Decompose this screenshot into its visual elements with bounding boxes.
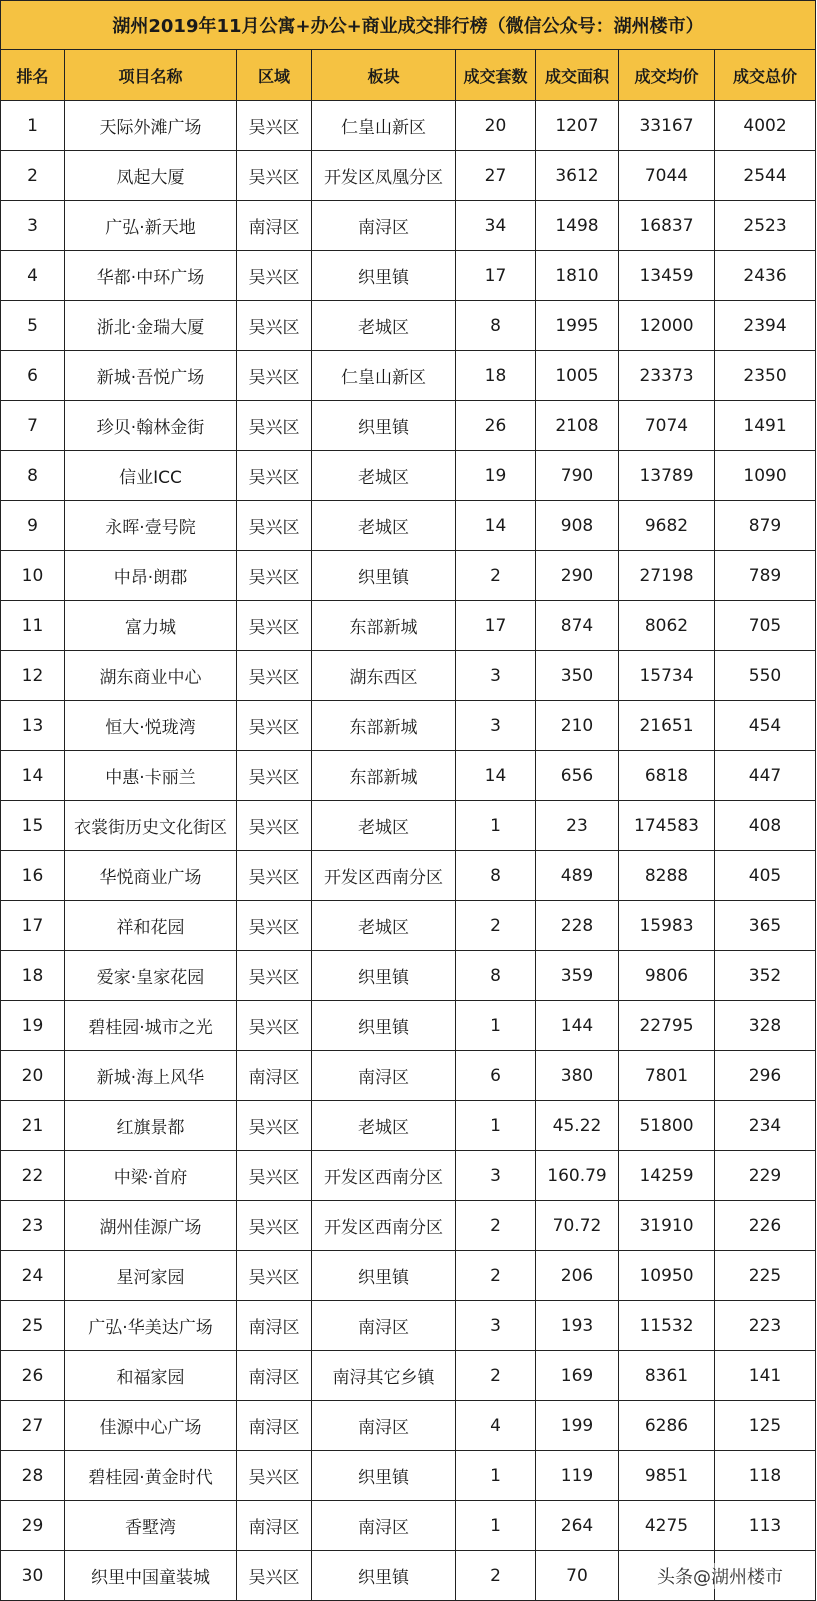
avg-price-cell: 13459 bbox=[619, 251, 715, 301]
total-price-cell: 234 bbox=[715, 1101, 816, 1151]
avg-price-cell: 7044 bbox=[619, 151, 715, 201]
table-row bbox=[1, 1401, 816, 1451]
units-cell: 8 bbox=[456, 851, 536, 901]
avg-price-cell: 11532 bbox=[619, 1301, 715, 1351]
table-row bbox=[1, 101, 816, 151]
district-cell: 吴兴区 bbox=[237, 251, 312, 301]
table-row bbox=[1, 1501, 816, 1551]
rank-cell: 30 bbox=[1, 1551, 65, 1601]
project-name-cell: 织里中国童装城 bbox=[65, 1551, 237, 1601]
area-cell: 790 bbox=[536, 451, 619, 501]
units-cell: 2 bbox=[456, 901, 536, 951]
district-cell: 吴兴区 bbox=[237, 1451, 312, 1501]
rank-cell: 26 bbox=[1, 1351, 65, 1401]
district-cell: 吴兴区 bbox=[237, 301, 312, 351]
table-row bbox=[1, 1351, 816, 1401]
district-cell: 吴兴区 bbox=[237, 1151, 312, 1201]
area-cell: 908 bbox=[536, 501, 619, 551]
project-name-cell: 天际外滩广场 bbox=[65, 101, 237, 151]
project-name-cell: 信业ICC bbox=[65, 451, 237, 501]
district-cell: 吴兴区 bbox=[237, 851, 312, 901]
area-cell: 1810 bbox=[536, 251, 619, 301]
project-name-cell: 恒大·悦珑湾 bbox=[65, 701, 237, 751]
block-cell: 老城区 bbox=[312, 1101, 456, 1151]
table-row bbox=[1, 1001, 816, 1051]
area-cell: 144 bbox=[536, 1001, 619, 1051]
table-row bbox=[1, 301, 816, 351]
table-row bbox=[1, 201, 816, 251]
total-price-cell: 296 bbox=[715, 1051, 816, 1101]
avg-price-cell: 14259 bbox=[619, 1151, 715, 1201]
project-name-cell: 永晖·壹号院 bbox=[65, 501, 237, 551]
rank-cell: 15 bbox=[1, 801, 65, 851]
header-row bbox=[1, 50, 816, 101]
avg-price-cell: 8288 bbox=[619, 851, 715, 901]
rank-cell: 29 bbox=[1, 1501, 65, 1551]
block-cell: 东部新城 bbox=[312, 751, 456, 801]
district-cell: 吴兴区 bbox=[237, 951, 312, 1001]
rank-cell: 3 bbox=[1, 201, 65, 251]
total-price-cell: 405 bbox=[715, 851, 816, 901]
units-cell: 19 bbox=[456, 451, 536, 501]
area-cell: 1207 bbox=[536, 101, 619, 151]
block-cell: 老城区 bbox=[312, 801, 456, 851]
district-cell: 吴兴区 bbox=[237, 1001, 312, 1051]
area-cell: 874 bbox=[536, 601, 619, 651]
total-price-cell: 879 bbox=[715, 501, 816, 551]
district-cell: 吴兴区 bbox=[237, 101, 312, 151]
district-cell: 南浔区 bbox=[237, 201, 312, 251]
total-price-cell: 113 bbox=[715, 1501, 816, 1551]
total-price-cell: 141 bbox=[715, 1351, 816, 1401]
rank-cell: 24 bbox=[1, 1251, 65, 1301]
avg-price-cell: 7074 bbox=[619, 401, 715, 451]
project-name-cell: 华都·中环广场 bbox=[65, 251, 237, 301]
project-name-cell: 碧桂园·城市之光 bbox=[65, 1001, 237, 1051]
block-cell: 南浔其它乡镇 bbox=[312, 1351, 456, 1401]
total-price-cell: 1491 bbox=[715, 401, 816, 451]
block-cell: 老城区 bbox=[312, 901, 456, 951]
area-cell: 264 bbox=[536, 1501, 619, 1551]
rank-cell: 28 bbox=[1, 1451, 65, 1501]
units-cell: 1 bbox=[456, 1501, 536, 1551]
total-price-cell: 365 bbox=[715, 901, 816, 951]
area-cell: 70 bbox=[536, 1551, 619, 1601]
avg-price-cell: 8361 bbox=[619, 1351, 715, 1401]
district-cell: 南浔区 bbox=[237, 1401, 312, 1451]
project-name-cell: 红旗景都 bbox=[65, 1101, 237, 1151]
district-cell: 吴兴区 bbox=[237, 1251, 312, 1301]
project-name-cell: 衣裳街历史文化街区 bbox=[65, 801, 237, 851]
units-cell: 3 bbox=[456, 651, 536, 701]
rank-cell: 9 bbox=[1, 501, 65, 551]
rank-cell: 22 bbox=[1, 1151, 65, 1201]
block-cell: 老城区 bbox=[312, 451, 456, 501]
total-price-cell: 223 bbox=[715, 1301, 816, 1351]
total-price-cell: 225 bbox=[715, 1251, 816, 1301]
total-price-cell: 352 bbox=[715, 951, 816, 1001]
units-cell: 34 bbox=[456, 201, 536, 251]
block-cell: 湖东西区 bbox=[312, 651, 456, 701]
total-price-cell: 125 bbox=[715, 1401, 816, 1451]
header-area: 成交面积 bbox=[536, 50, 619, 101]
total-price-cell: 118 bbox=[715, 1451, 816, 1501]
project-name-cell: 富力城 bbox=[65, 601, 237, 651]
avg-price-cell: 22795 bbox=[619, 1001, 715, 1051]
rank-cell: 8 bbox=[1, 451, 65, 501]
units-cell: 8 bbox=[456, 301, 536, 351]
table-title: 湖州2019年11月公寓+办公+商业成交排行榜（微信公众号：湖州楼市） bbox=[1, 1, 816, 50]
district-cell: 吴兴区 bbox=[237, 551, 312, 601]
district-cell: 南浔区 bbox=[237, 1051, 312, 1101]
total-price-cell: 550 bbox=[715, 651, 816, 701]
district-cell: 吴兴区 bbox=[237, 1201, 312, 1251]
avg-price-cell: 12000 bbox=[619, 301, 715, 351]
rank-cell: 19 bbox=[1, 1001, 65, 1051]
block-cell: 东部新城 bbox=[312, 601, 456, 651]
total-price-cell: 229 bbox=[715, 1151, 816, 1201]
units-cell: 3 bbox=[456, 1151, 536, 1201]
units-cell: 1 bbox=[456, 1001, 536, 1051]
units-cell: 2 bbox=[456, 1551, 536, 1601]
block-cell: 织里镇 bbox=[312, 1251, 456, 1301]
units-cell: 3 bbox=[456, 701, 536, 751]
table-row bbox=[1, 1201, 816, 1251]
project-name-cell: 凤起大厦 bbox=[65, 151, 237, 201]
table-row bbox=[1, 251, 816, 301]
district-cell: 吴兴区 bbox=[237, 151, 312, 201]
area-cell: 1995 bbox=[536, 301, 619, 351]
total-price-cell: 2523 bbox=[715, 201, 816, 251]
project-name-cell: 湖东商业中心 bbox=[65, 651, 237, 701]
project-name-cell: 新城·吾悦广场 bbox=[65, 351, 237, 401]
area-cell: 23 bbox=[536, 801, 619, 851]
units-cell: 2 bbox=[456, 1251, 536, 1301]
district-cell: 南浔区 bbox=[237, 1301, 312, 1351]
units-cell: 20 bbox=[456, 101, 536, 151]
avg-price-cell: 4275 bbox=[619, 1501, 715, 1551]
area-cell: 228 bbox=[536, 901, 619, 951]
block-cell: 织里镇 bbox=[312, 401, 456, 451]
title-row bbox=[1, 1, 816, 50]
avg-price-cell: 174583 bbox=[619, 801, 715, 851]
table-row bbox=[1, 901, 816, 951]
block-cell: 仁皇山新区 bbox=[312, 351, 456, 401]
table-row bbox=[1, 351, 816, 401]
district-cell: 吴兴区 bbox=[237, 751, 312, 801]
block-cell: 织里镇 bbox=[312, 251, 456, 301]
total-price-cell: 789 bbox=[715, 551, 816, 601]
area-cell: 160.79 bbox=[536, 1151, 619, 1201]
district-cell: 吴兴区 bbox=[237, 801, 312, 851]
total-price-cell: 2350 bbox=[715, 351, 816, 401]
avg-price-cell: 15734 bbox=[619, 651, 715, 701]
rank-cell: 21 bbox=[1, 1101, 65, 1151]
avg-price-cell: 51800 bbox=[619, 1101, 715, 1151]
total-price-cell: 2436 bbox=[715, 251, 816, 301]
total-price-cell: 454 bbox=[715, 701, 816, 751]
block-cell: 织里镇 bbox=[312, 1551, 456, 1601]
avg-price-cell: 6286 bbox=[619, 1401, 715, 1451]
area-cell: 119 bbox=[536, 1451, 619, 1501]
block-cell: 织里镇 bbox=[312, 951, 456, 1001]
rank-cell: 7 bbox=[1, 401, 65, 451]
project-name-cell: 碧桂园·黄金时代 bbox=[65, 1451, 237, 1501]
project-name-cell: 中惠·卡丽兰 bbox=[65, 751, 237, 801]
units-cell: 1 bbox=[456, 801, 536, 851]
rank-cell: 4 bbox=[1, 251, 65, 301]
units-cell: 1 bbox=[456, 1101, 536, 1151]
project-name-cell: 佳源中心广场 bbox=[65, 1401, 237, 1451]
watermark: 头条@湖州楼市 bbox=[653, 1563, 787, 1589]
project-name-cell: 中昂·朗郡 bbox=[65, 551, 237, 601]
table-row bbox=[1, 401, 816, 451]
units-cell: 2 bbox=[456, 1201, 536, 1251]
units-cell: 6 bbox=[456, 1051, 536, 1101]
header-total-price: 成交总价 bbox=[715, 50, 816, 101]
block-cell: 东部新城 bbox=[312, 701, 456, 751]
rank-cell: 23 bbox=[1, 1201, 65, 1251]
area-cell: 45.22 bbox=[536, 1101, 619, 1151]
district-cell: 吴兴区 bbox=[237, 1101, 312, 1151]
area-cell: 70.72 bbox=[536, 1201, 619, 1251]
district-cell: 吴兴区 bbox=[237, 901, 312, 951]
total-price-cell: 447 bbox=[715, 751, 816, 801]
area-cell: 1498 bbox=[536, 201, 619, 251]
district-cell: 吴兴区 bbox=[237, 651, 312, 701]
total-price-cell: 2544 bbox=[715, 151, 816, 201]
avg-price-cell: 33167 bbox=[619, 101, 715, 151]
total-price-cell: 1090 bbox=[715, 451, 816, 501]
table-row bbox=[1, 1301, 816, 1351]
avg-price-cell: 9806 bbox=[619, 951, 715, 1001]
project-name-cell: 新城·海上风华 bbox=[65, 1051, 237, 1101]
units-cell: 27 bbox=[456, 151, 536, 201]
block-cell: 织里镇 bbox=[312, 1001, 456, 1051]
block-cell: 开发区西南分区 bbox=[312, 1201, 456, 1251]
district-cell: 吴兴区 bbox=[237, 601, 312, 651]
avg-price-cell: 27198 bbox=[619, 551, 715, 601]
area-cell: 206 bbox=[536, 1251, 619, 1301]
area-cell: 169 bbox=[536, 1351, 619, 1401]
table-row bbox=[1, 751, 816, 801]
table-row bbox=[1, 451, 816, 501]
project-name-cell: 湖州佳源广场 bbox=[65, 1201, 237, 1251]
rank-cell: 16 bbox=[1, 851, 65, 901]
rank-cell: 10 bbox=[1, 551, 65, 601]
project-name-cell: 和福家园 bbox=[65, 1351, 237, 1401]
block-cell: 南浔区 bbox=[312, 1401, 456, 1451]
rank-cell: 18 bbox=[1, 951, 65, 1001]
block-cell: 织里镇 bbox=[312, 1451, 456, 1501]
avg-price-cell: 23373 bbox=[619, 351, 715, 401]
area-cell: 359 bbox=[536, 951, 619, 1001]
avg-price-cell: 31910 bbox=[619, 1201, 715, 1251]
rank-cell: 13 bbox=[1, 701, 65, 751]
units-cell: 2 bbox=[456, 551, 536, 601]
area-cell: 350 bbox=[536, 651, 619, 701]
table-row bbox=[1, 601, 816, 651]
district-cell: 吴兴区 bbox=[237, 701, 312, 751]
project-name-cell: 珍贝·翰林金街 bbox=[65, 401, 237, 451]
units-cell: 3 bbox=[456, 1301, 536, 1351]
district-cell: 吴兴区 bbox=[237, 351, 312, 401]
units-cell: 8 bbox=[456, 951, 536, 1001]
project-name-cell: 星河家园 bbox=[65, 1251, 237, 1301]
units-cell: 18 bbox=[456, 351, 536, 401]
block-cell: 开发区凤凰分区 bbox=[312, 151, 456, 201]
rank-cell: 14 bbox=[1, 751, 65, 801]
rank-cell: 2 bbox=[1, 151, 65, 201]
area-cell: 380 bbox=[536, 1051, 619, 1101]
rank-cell: 5 bbox=[1, 301, 65, 351]
rank-cell: 25 bbox=[1, 1301, 65, 1351]
block-cell: 老城区 bbox=[312, 501, 456, 551]
table-body bbox=[1, 101, 816, 1601]
avg-price-cell: 10950 bbox=[619, 1251, 715, 1301]
district-cell: 南浔区 bbox=[237, 1501, 312, 1551]
block-cell: 仁皇山新区 bbox=[312, 101, 456, 151]
avg-price-cell: 7801 bbox=[619, 1051, 715, 1101]
header-avg-price: 成交均价 bbox=[619, 50, 715, 101]
project-name-cell: 祥和花园 bbox=[65, 901, 237, 951]
table-row bbox=[1, 501, 816, 551]
block-cell: 南浔区 bbox=[312, 201, 456, 251]
block-cell: 开发区西南分区 bbox=[312, 851, 456, 901]
avg-price-cell: 21651 bbox=[619, 701, 715, 751]
table-row bbox=[1, 1151, 816, 1201]
header-rank: 排名 bbox=[1, 50, 65, 101]
area-cell: 199 bbox=[536, 1401, 619, 1451]
total-price-cell: 328 bbox=[715, 1001, 816, 1051]
rank-cell: 27 bbox=[1, 1401, 65, 1451]
avg-price-cell: 13789 bbox=[619, 451, 715, 501]
units-cell: 14 bbox=[456, 751, 536, 801]
units-cell: 1 bbox=[456, 1451, 536, 1501]
block-cell: 织里镇 bbox=[312, 551, 456, 601]
district-cell: 吴兴区 bbox=[237, 1551, 312, 1601]
table-row bbox=[1, 651, 816, 701]
project-name-cell: 浙北·金瑞大厦 bbox=[65, 301, 237, 351]
table-row bbox=[1, 1101, 816, 1151]
project-name-cell: 香墅湾 bbox=[65, 1501, 237, 1551]
avg-price-cell: 8062 bbox=[619, 601, 715, 651]
table-row bbox=[1, 551, 816, 601]
project-name-cell: 华悦商业广场 bbox=[65, 851, 237, 901]
district-cell: 吴兴区 bbox=[237, 401, 312, 451]
block-cell: 南浔区 bbox=[312, 1501, 456, 1551]
rank-cell: 1 bbox=[1, 101, 65, 151]
total-price-cell: 2394 bbox=[715, 301, 816, 351]
table-row bbox=[1, 1251, 816, 1301]
project-name-cell: 爱家·皇家花园 bbox=[65, 951, 237, 1001]
rank-cell: 11 bbox=[1, 601, 65, 651]
units-cell: 17 bbox=[456, 601, 536, 651]
block-cell: 南浔区 bbox=[312, 1301, 456, 1351]
area-cell: 290 bbox=[536, 551, 619, 601]
avg-price-cell: 6818 bbox=[619, 751, 715, 801]
district-cell: 吴兴区 bbox=[237, 451, 312, 501]
area-cell: 3612 bbox=[536, 151, 619, 201]
header-units: 成交套数 bbox=[456, 50, 536, 101]
header-project-name: 项目名称 bbox=[65, 50, 237, 101]
area-cell: 210 bbox=[536, 701, 619, 751]
avg-price-cell: 15983 bbox=[619, 901, 715, 951]
district-cell: 南浔区 bbox=[237, 1351, 312, 1401]
table-row bbox=[1, 951, 816, 1001]
area-cell: 2108 bbox=[536, 401, 619, 451]
project-name-cell: 广弘·华美达广场 bbox=[65, 1301, 237, 1351]
block-cell: 南浔区 bbox=[312, 1051, 456, 1101]
table-row bbox=[1, 1051, 816, 1101]
units-cell: 26 bbox=[456, 401, 536, 451]
total-price-cell: 705 bbox=[715, 601, 816, 651]
area-cell: 489 bbox=[536, 851, 619, 901]
total-price-cell: 4002 bbox=[715, 101, 816, 151]
header-district: 区域 bbox=[237, 50, 312, 101]
avg-price-cell: 9682 bbox=[619, 501, 715, 551]
table-row bbox=[1, 701, 816, 751]
block-cell: 开发区西南分区 bbox=[312, 1151, 456, 1201]
units-cell: 2 bbox=[456, 1351, 536, 1401]
table-row bbox=[1, 851, 816, 901]
area-cell: 656 bbox=[536, 751, 619, 801]
units-cell: 14 bbox=[456, 501, 536, 551]
rank-cell: 6 bbox=[1, 351, 65, 401]
area-cell: 1005 bbox=[536, 351, 619, 401]
rank-cell: 17 bbox=[1, 901, 65, 951]
total-price-cell: 226 bbox=[715, 1201, 816, 1251]
rank-cell: 12 bbox=[1, 651, 65, 701]
project-name-cell: 中梁·首府 bbox=[65, 1151, 237, 1201]
total-price-cell: 408 bbox=[715, 801, 816, 851]
district-cell: 吴兴区 bbox=[237, 501, 312, 551]
units-cell: 4 bbox=[456, 1401, 536, 1451]
table-row bbox=[1, 801, 816, 851]
table-row bbox=[1, 151, 816, 201]
table-row bbox=[1, 1451, 816, 1501]
area-cell: 193 bbox=[536, 1301, 619, 1351]
avg-price-cell: 16837 bbox=[619, 201, 715, 251]
header-block: 板块 bbox=[312, 50, 456, 101]
rank-cell: 20 bbox=[1, 1051, 65, 1101]
units-cell: 17 bbox=[456, 251, 536, 301]
project-name-cell: 广弘·新天地 bbox=[65, 201, 237, 251]
block-cell: 老城区 bbox=[312, 301, 456, 351]
avg-price-cell: 9851 bbox=[619, 1451, 715, 1501]
